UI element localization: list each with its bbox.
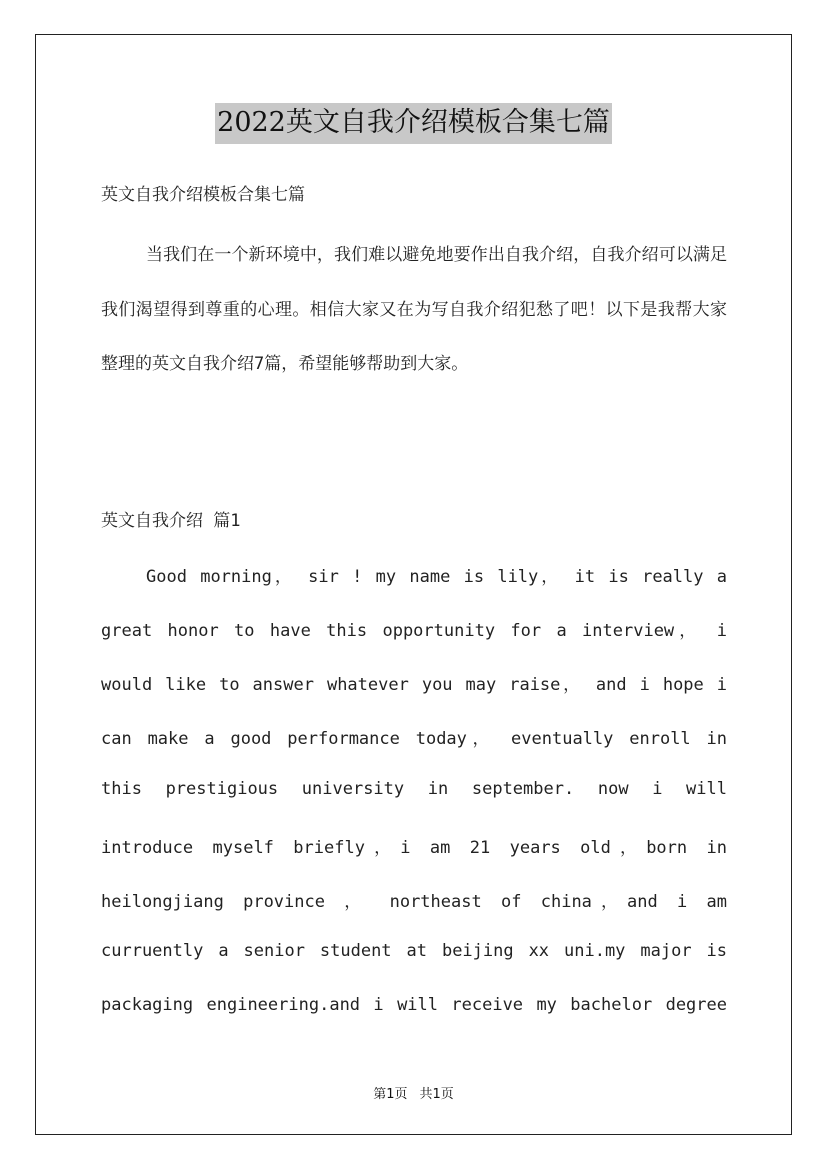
english-text-line: heilongjiang province ， northeast of china，and i am: [101, 892, 727, 912]
intro-paragraph: 当我们在一个新环境中，我们难以避免地要作出自我介绍，自我介绍可以满足我们渴望得到尊重的心理。相信大家又在为写自我介绍犯愁了吧！以下是我帮大家整理的英文自我介绍7篇，希望能够帮助到大家。: [101, 245, 727, 374]
english-text-line: this prestigious university in september. now i will: [101, 779, 727, 799]
english-text-line: great honor to have this opportunity for a interview， i: [101, 621, 727, 641]
page-footer: [0, 1083, 827, 1102]
page-number: 第1页: [373, 1087, 408, 1102]
english-text-line: can make a good performance today， eventually enroll in: [101, 729, 727, 749]
english-text-line: curruently a senior student at beijing xx uni.my major is: [101, 941, 727, 961]
section-heading: 英文自我介绍 篇1: [101, 511, 241, 531]
document-title: [0, 100, 827, 139]
english-text-line: introduce myself briefly，i am 21 years old，born in: [101, 838, 727, 858]
english-text-line: Good morning， sir ! my name is lily， it is really a: [146, 567, 727, 587]
english-text-line: would like to answer whatever you may raise， and i hope i: [101, 675, 727, 695]
page-total: 共1页: [419, 1087, 454, 1102]
document-subtitle: 英文自我介绍模板合集七篇: [101, 185, 305, 205]
document-title-text: 2022英文自我介绍模板合集七篇: [215, 103, 612, 144]
english-text-line: packaging engineering.and i will receive my bachelor degree: [101, 995, 727, 1015]
